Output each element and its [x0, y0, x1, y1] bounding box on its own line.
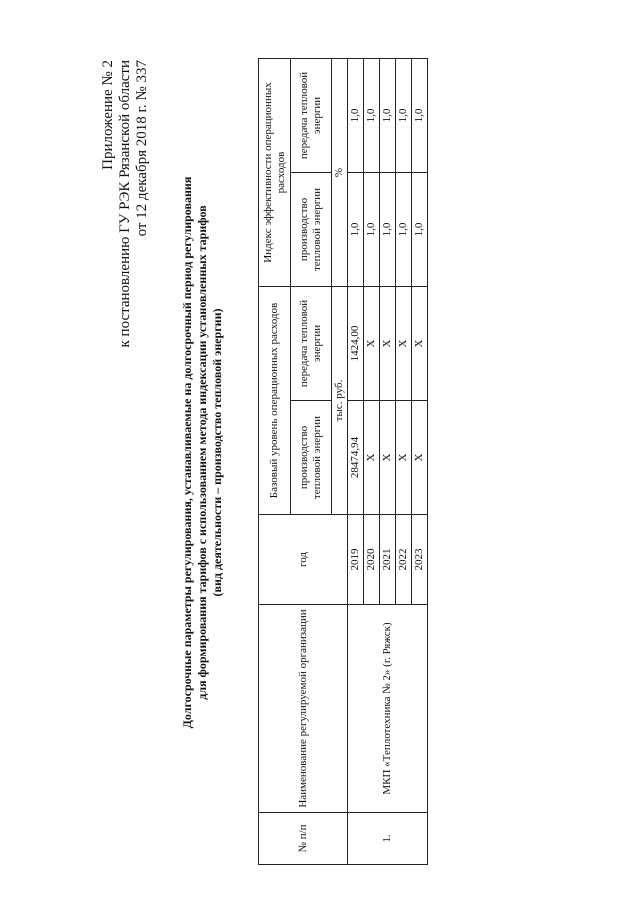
cell-year: 2019 [348, 515, 364, 605]
cell-eff-transfer: 1,0 [412, 58, 428, 172]
cell-eff-production: 1,0 [364, 172, 380, 286]
cell-eff-transfer: 1,0 [396, 58, 412, 172]
cell-base-transfer: Х [396, 286, 412, 400]
organization-number: 1. [348, 813, 428, 865]
cell-eff-transfer: 1,0 [364, 58, 380, 172]
cell-eff-production: 1,0 [412, 172, 428, 286]
appendix-resolution: к постановлению ГУ РЭК Рязанской области [117, 60, 133, 348]
cell-eff-production: 1,0 [348, 172, 364, 286]
cell-eff-transfer: 1,0 [348, 58, 364, 172]
header-base-transfer: передача тепловой энергии [291, 286, 332, 400]
header-efficiency-index: Индекс эффективности операционных расходов [259, 58, 291, 286]
cell-year: 2020 [364, 515, 380, 605]
cell-year: 2022 [396, 515, 412, 605]
header-base-level: Базовый уровень операционных расходов [259, 286, 291, 514]
cell-eff-transfer: 1,0 [380, 58, 396, 172]
title-line-3: (вид деятельности – производство тепловой энергии) [210, 308, 224, 597]
cell-base-transfer: Х [412, 286, 428, 400]
header-unit-percent: % [332, 58, 348, 286]
header-eff-production: производство тепловой энергии [291, 172, 332, 286]
cell-year: 2021 [380, 515, 396, 605]
organization-name: МКП «Теплотехника № 2» (г. Ряжск) [348, 605, 428, 813]
appendix-date: от 12 декабря 2018 г. № 337 [134, 60, 150, 237]
cell-base-production: Х [380, 401, 396, 515]
cell-base-production: 28474,94 [348, 401, 364, 515]
document-title [180, 30, 225, 875]
appendix-block [100, 60, 151, 347]
cell-base-transfer: 1424,00 [348, 286, 364, 400]
appendix-number: Приложение № 2 [100, 60, 116, 170]
cell-eff-production: 1,0 [396, 172, 412, 286]
cell-base-production: Х [412, 401, 428, 515]
title-line-2: для формирования тарифов с использованием метода индексации установленных тарифов [195, 205, 209, 700]
header-number: № п/п [259, 813, 348, 865]
cell-eff-production: 1,0 [380, 172, 396, 286]
header-year: год [259, 515, 348, 605]
header-unit-money: тыс. руб. [332, 286, 348, 514]
header-eff-transfer: передача тепловой энергии [291, 58, 332, 172]
cell-base-production: Х [364, 401, 380, 515]
header-organization: Наименование регулируемой организации [259, 605, 348, 813]
table-row [348, 58, 364, 864]
parameters-table [258, 58, 428, 865]
title-line-1: Долгосрочные параметры регулирования, устанавливаемые на долгосрочный период регулирования [180, 176, 194, 729]
cell-base-transfer: Х [364, 286, 380, 400]
header-base-production: производство тепловой энергии [291, 401, 332, 515]
cell-base-transfer: Х [380, 286, 396, 400]
cell-year: 2023 [412, 515, 428, 605]
cell-base-production: Х [396, 401, 412, 515]
